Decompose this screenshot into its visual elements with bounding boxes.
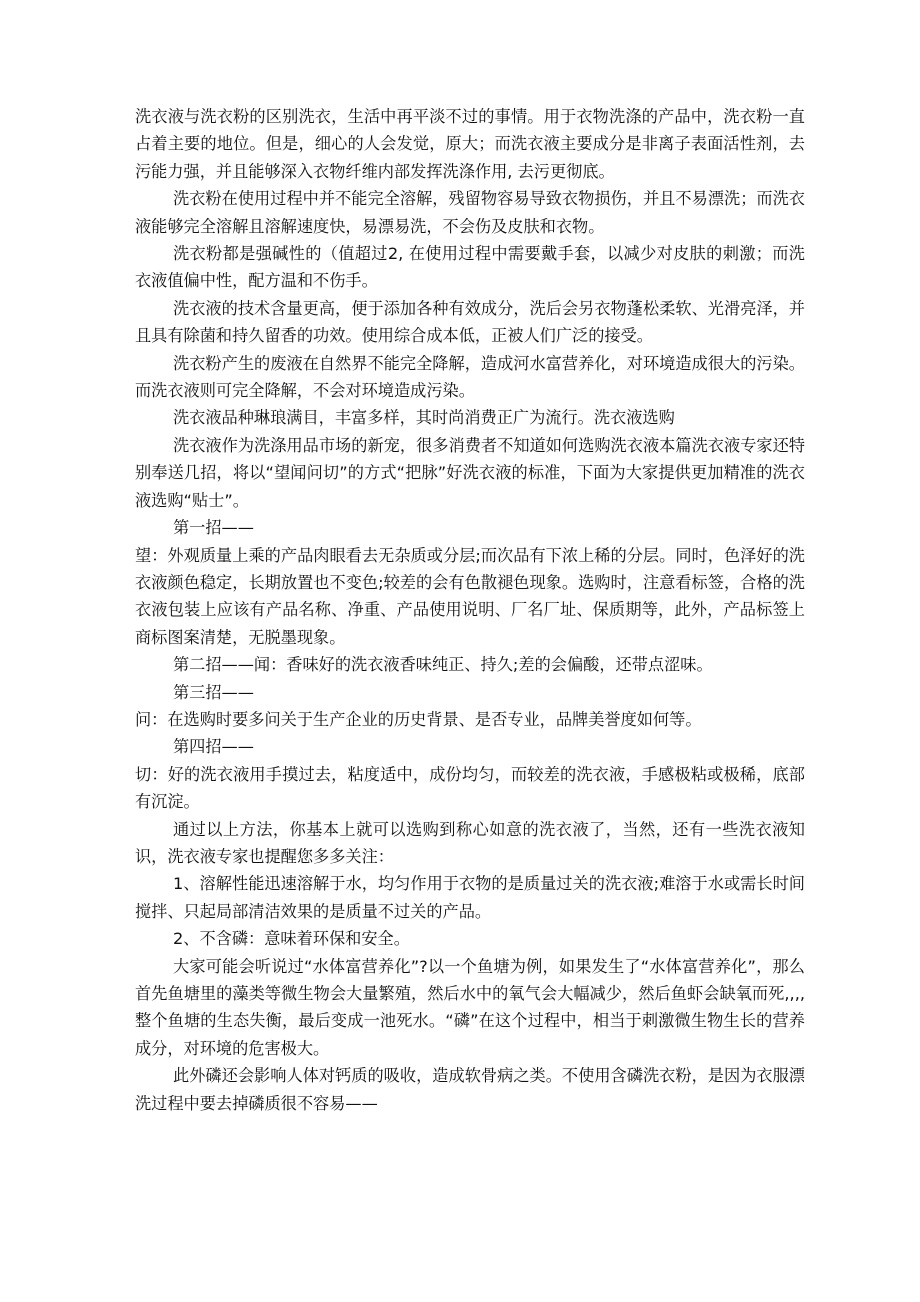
paragraph-alkalinity: 洗衣粉都是强碱性的（值超过2, 在使用过程中需要戴手套，以减少对皮肤的刺激；而洗衣液值偏中性，配方温和不伤手。 (135, 244, 805, 291)
paragraph-environment: 洗衣粉产生的废液在自然界不能完全降解，造成河水富营养化，对环境造成很大的污染。而洗衣液则可完全降解，不会对环境造成污染。 (135, 353, 805, 401)
paragraph-ask: 问：在选购时要多问关于生产企业的历史背景、是否专业，品牌美誉度如何等。 (135, 709, 702, 729)
paragraph-dissolving: 洗衣粉在使用过程中并不能完全溶解，残留物容易导致衣物损伤，并且不易漂洗；而洗衣液能够完全溶解且溶解速度快，易漂易洗，不会伤及皮肤和衣物。 (135, 189, 805, 236)
paragraph-smell: 第二招——闻：香味好的洗衣液香味纯正、持久;差的会偏酸，还带点涩味。 (173, 655, 713, 675)
paragraph-eutrophication: 大家可能会听说过“水体富营养化”?以一个鱼塘为例，如果发生了“水体富营养化”，那么首先鱼塘里的藻类等微生物会大量繁殖，然后水中的氧气会大幅减少，然后鱼虾会缺氧而死,,,,整个鱼塘的生态失衡，最后变成一池死水。“磷”在这个过程中，相当于刺激微生物生长的营养成分，对环境的危害极大。 (135, 956, 805, 1058)
paragraph-buying-guide: 洗衣液作为洗涤用品市场的新宠，很多消费者不知道如何选购洗衣液本篇洗衣液专家还特别奉送几招，将以“望闻问切”的方式“把脉”好洗衣液的标准，下面为大家提供更加精准的洗衣液选购“贴士”。 (135, 435, 805, 510)
paragraph-calcium: 此外磷还会影响人体对钙质的吸收，造成软骨病之类。不使用含磷洗衣粉，是因为衣服漂洗过程中要去掉磷质很不容易—— (135, 1066, 805, 1113)
paragraph-variety: 洗衣液品种琳琅满目，丰富多样，其时尚消费正广为流行。洗衣液选购 (173, 408, 675, 428)
paragraph-touch: 切：好的洗衣液用手摸过去，粘度适中，成份均匀，而较差的洗衣液，手感极粘或极稀，底部有沉淀。 (135, 764, 805, 812)
paragraph-intro: 洗衣液与洗衣粉的区别洗衣，生活中再平淡不过的事情。用于衣物洗涤的产品中，洗衣粉一直占着主要的地位。但是，细心的人会发觉，原大；而洗衣液主要成分是非离子表面活性剂，去污能力强，并且能够深入衣物纤维内部发挥洗涤作用, 去污更彻底。 (135, 107, 805, 181)
heading-tip-one: 第一招—— (173, 518, 254, 538)
document-body (135, 103, 805, 1117)
heading-tip-three: 第三招—— (173, 682, 254, 702)
paragraph-point-solubility: 1、溶解性能迅速溶解于水，均匀作用于衣物的是质量过关的洗衣液;难溶于水或需长时间搅拌、只起局部清洁效果的是质量不过关的产品。 (135, 874, 805, 921)
paragraph-look: 望：外观质量上乘的产品肉眼看去无杂质或分层;而次品有下浓上稀的分层。同时，色泽好的洗衣液颜色稳定，长期放置也不变色;较差的会有色散褪色现象。选购时，注意看标签，合格的洗衣液包装上应该有产品名称、净重、产品使用说明、厂名厂址、保质期等，此外，产品标签上商标图案清楚，无脱墨现象。 (135, 545, 805, 647)
paragraph-point-phosphate-free: 2、不含磷：意味着环保和安全。 (173, 929, 410, 949)
heading-tip-four: 第四招—— (173, 737, 254, 757)
paragraph-technology: 洗衣液的技术含量更高，便于添加各种有效成分，洗后会另衣物蓬松柔软、光滑亮泽，并且具有除菌和持久留香的功效。使用综合成本低，正被人们广泛的接受。 (135, 298, 805, 346)
paragraph-summary: 通过以上方法，你基本上就可以选购到称心如意的洗衣液了，当然，还有一些洗衣液知识，洗衣液专家也提醒您多多关注： (135, 819, 805, 866)
